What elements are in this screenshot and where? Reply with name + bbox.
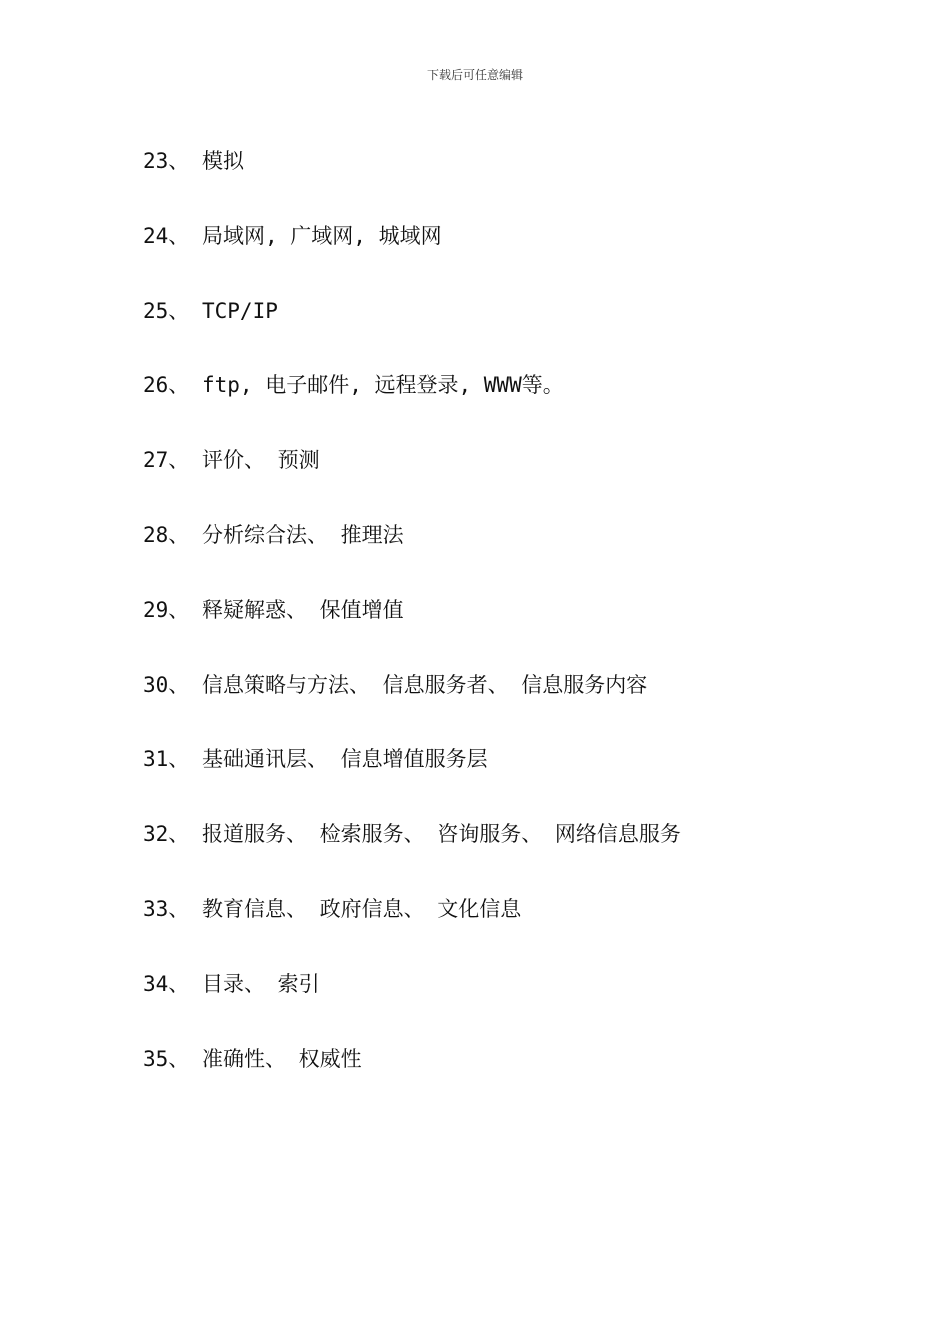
list-item (143, 819, 923, 894)
item-number: 25、 (143, 298, 190, 323)
list-item (143, 595, 923, 670)
item-text: 分析综合法、 推理法 (202, 522, 404, 547)
item-number: 35、 (143, 1046, 190, 1071)
item-text: 报道服务、 检索服务、 咨询服务、 网络信息服务 (202, 822, 681, 847)
list-item (143, 296, 923, 371)
list-item (143, 1044, 923, 1119)
list-item (143, 894, 923, 969)
item-text: 释疑解惑、 保值增值 (202, 597, 404, 622)
item-text: TCP/IP (202, 298, 278, 323)
item-text: 局域网, 广域网, 城域网 (202, 223, 442, 248)
item-number: 24、 (143, 223, 190, 248)
list-item (143, 744, 923, 819)
item-text: 信息策略与方法、 信息服务者、 信息服务内容 (202, 672, 648, 697)
list-item (143, 969, 923, 1044)
item-number: 33、 (143, 896, 190, 921)
item-number: 31、 (143, 747, 190, 772)
item-number: 32、 (143, 822, 190, 847)
item-number: 30、 (143, 672, 190, 697)
list-item (143, 370, 923, 445)
item-text: 教育信息、 政府信息、 文化信息 (202, 896, 522, 921)
list-item (143, 520, 923, 595)
list-item (143, 146, 923, 221)
list-item (143, 670, 923, 745)
answer-list (143, 146, 923, 1118)
list-item (143, 445, 923, 520)
item-text: 基础通讯层、 信息增值服务层 (202, 747, 488, 772)
item-text: 目录、 索引 (202, 971, 320, 996)
item-text: 评价、 预测 (202, 448, 320, 473)
item-text: ftp, 电子邮件, 远程登录, WWW等。 (202, 373, 564, 398)
item-number: 27、 (143, 448, 190, 473)
item-number: 29、 (143, 597, 190, 622)
item-number: 26、 (143, 373, 190, 398)
page-header: 下载后可任意编辑 (426, 68, 523, 82)
item-number: 34、 (143, 971, 190, 996)
item-text: 模拟 (202, 149, 244, 173)
list-item (143, 221, 923, 296)
item-number: 28、 (143, 522, 190, 547)
item-number: 23、 (143, 149, 190, 173)
item-text: 准确性、 权威性 (202, 1046, 362, 1071)
